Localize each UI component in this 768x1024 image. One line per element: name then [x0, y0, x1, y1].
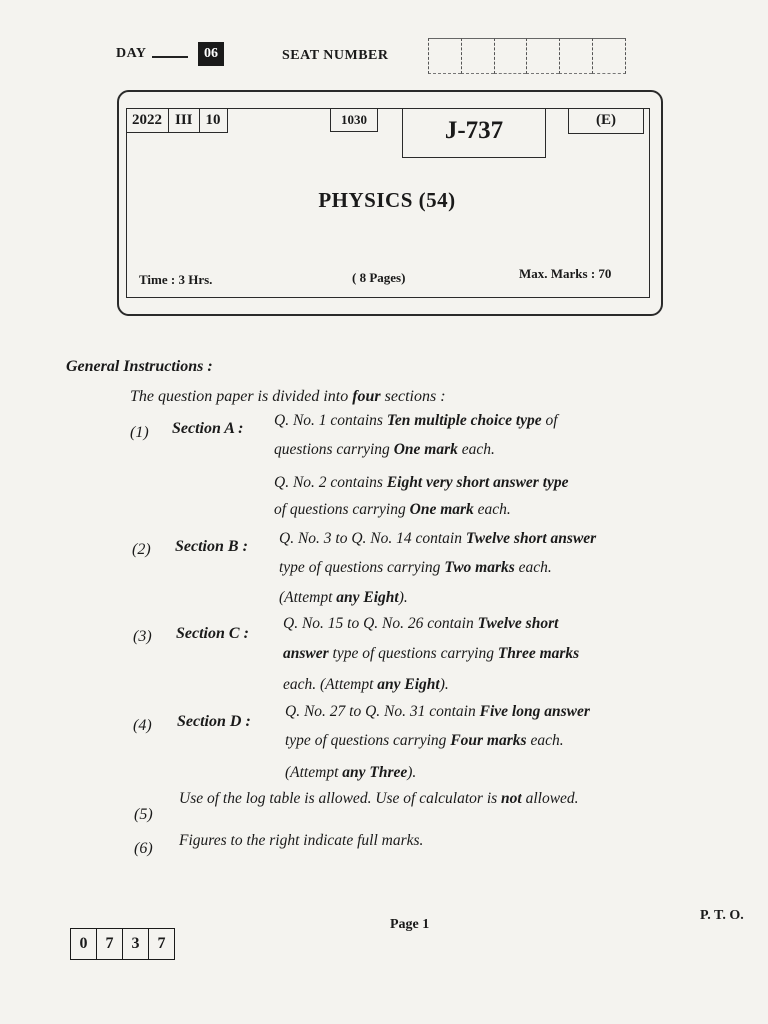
instruction-text: Q. No. 15 to Q. No. 26 contain	[283, 615, 478, 632]
instruction-number: (1)	[130, 424, 149, 441]
pto-label: P. T. O.	[700, 908, 744, 923]
instruction-text: ).	[439, 676, 449, 693]
instruction-line	[285, 703, 590, 721]
instruction-line	[279, 559, 552, 577]
instruction-text: ).	[398, 589, 408, 606]
emphasis-text: any Eight	[377, 676, 440, 693]
pages-label: ( 8 Pages)	[352, 270, 406, 285]
seat-cell	[461, 38, 494, 74]
emphasis-text: Eight very short answer type	[386, 474, 569, 491]
emphasis-text: Four marks	[450, 732, 527, 749]
day-dash	[152, 56, 188, 58]
code-day: 10	[205, 112, 221, 128]
instructions-intro	[130, 388, 446, 406]
instruction-text: of questions carrying	[274, 501, 410, 518]
instruction-line	[179, 790, 579, 808]
instruction-text: Use of the log table is allowed. Use of calculator is	[179, 790, 502, 807]
instruction-text: (Attempt	[279, 589, 337, 606]
emphasis-text: Five long answer	[479, 703, 590, 720]
instruction-line	[179, 832, 423, 850]
instruction-text: Q. No. 2 contains	[274, 474, 387, 491]
exam-code-row	[126, 108, 228, 133]
instruction-line	[274, 441, 495, 459]
instruction-text: Figures to the right indicate full marks.	[179, 832, 424, 849]
emphasis-text: One mark	[409, 501, 474, 518]
instruction-text: type of questions carrying	[285, 732, 451, 749]
emphasis-text: any Eight	[336, 589, 399, 606]
code-digit: 7	[157, 935, 166, 952]
general-instructions-title: General Instructions :	[66, 358, 213, 375]
instruction-text: type of questions carrying	[279, 559, 445, 576]
emphasis-text: answer	[283, 645, 329, 662]
seat-cell	[526, 38, 559, 74]
instruction-line	[279, 589, 408, 607]
instruction-text: questions carrying	[274, 441, 394, 458]
medium-box: (E)	[568, 108, 644, 134]
intro-text: sections :	[380, 388, 446, 405]
instruction-number: (3)	[133, 628, 152, 645]
instruction-text: ).	[407, 764, 417, 781]
code-digit: 7	[97, 929, 123, 959]
instruction-line	[283, 676, 449, 694]
day-value: 06	[198, 42, 224, 66]
seat-number-boxes	[428, 38, 626, 74]
seat-cell	[494, 38, 527, 74]
instruction-text: (Attempt	[285, 764, 343, 781]
seat-number-label: SEAT NUMBER	[282, 48, 389, 63]
instruction-number: (2)	[132, 541, 151, 558]
instruction-line	[274, 474, 569, 492]
day-label: DAY	[116, 46, 147, 61]
page-number: Page 1	[390, 917, 430, 932]
instruction-text: allowed.	[521, 790, 579, 807]
bottom-code-boxes	[70, 928, 175, 960]
instruction-text: each.	[526, 732, 564, 749]
section-label: Section A :	[172, 420, 244, 437]
instruction-line	[274, 501, 511, 519]
instruction-line	[283, 615, 558, 633]
intro-bold: four	[352, 388, 381, 405]
instruction-text: each.	[457, 441, 495, 458]
instruction-text: each.	[514, 559, 552, 576]
instruction-line	[274, 412, 558, 430]
code-digit: 3	[123, 929, 149, 959]
seat-cell	[559, 38, 592, 74]
subject-title: PHYSICS (54)	[318, 188, 456, 212]
instruction-text: Q. No. 3 to Q. No. 14 contain	[279, 530, 466, 547]
instruction-text: Q. No. 1 contains	[274, 412, 387, 429]
emphasis-text: any Three	[342, 764, 408, 781]
instruction-line	[279, 530, 596, 548]
instruction-text: of	[541, 412, 558, 429]
instruction-number: (6)	[134, 840, 153, 857]
seat-cell	[428, 38, 461, 74]
emphasis-text: Twelve short answer	[465, 530, 597, 547]
time-label: Time : 3 Hrs.	[139, 272, 213, 287]
section-label: Section B :	[175, 538, 248, 555]
emphasis-text: Ten multiple choice type	[386, 412, 542, 429]
code-digit: 0	[71, 929, 97, 959]
instruction-line	[285, 732, 564, 750]
section-label: Section D :	[177, 713, 251, 730]
emphasis-text: Three marks	[497, 645, 580, 662]
instruction-text: type of questions carrying	[328, 645, 498, 662]
code-1030-box: 1030	[330, 108, 378, 132]
section-label: Section C :	[176, 625, 249, 642]
instruction-text: each.	[473, 501, 511, 518]
emphasis-text: not	[501, 790, 522, 807]
intro-text: The question paper is divided into	[130, 388, 353, 405]
instruction-text: Q. No. 27 to Q. No. 31 contain	[285, 703, 480, 720]
code-year: 2022	[126, 108, 169, 132]
emphasis-text: Two marks	[444, 559, 515, 576]
emphasis-text: One mark	[393, 441, 458, 458]
instruction-line	[283, 645, 579, 663]
paper-code-box: J-737	[402, 108, 546, 158]
instruction-line	[285, 764, 416, 782]
instruction-text: each. (Attempt	[283, 676, 378, 693]
code-month: III	[169, 108, 200, 132]
emphasis-text: Twelve short	[477, 615, 559, 632]
instruction-number: (4)	[133, 717, 152, 734]
instruction-number: (5)	[134, 806, 153, 823]
max-marks-label: Max. Marks : 70	[519, 266, 612, 281]
seat-cell	[592, 38, 626, 74]
